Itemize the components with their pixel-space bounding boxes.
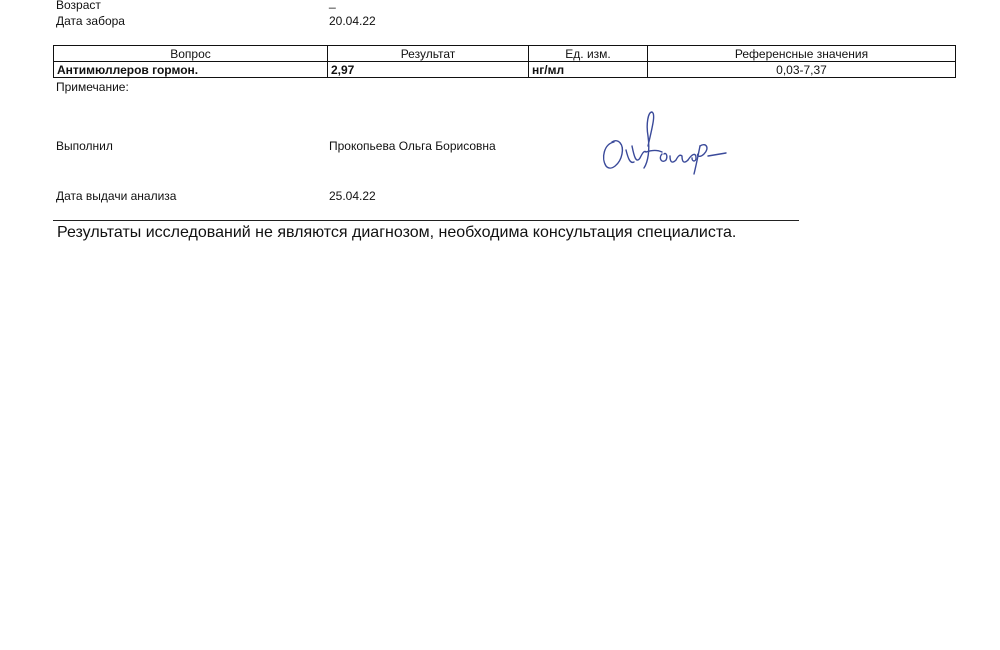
results-header-row <box>54 46 956 62</box>
header-result: Результат <box>328 46 529 62</box>
cell-question: Антимюллеров гормон. <box>54 62 328 78</box>
header-question: Вопрос <box>54 46 328 62</box>
note-label: Примечание: <box>56 80 129 94</box>
performer-name: Прокопьева Ольга Борисовна <box>329 139 496 153</box>
header-unit: Ед. изм. <box>529 46 648 62</box>
disclaimer-text: Результаты исследований не являются диагнозом, необходима консультация специалиста. <box>57 224 737 241</box>
table-row <box>54 62 956 78</box>
collection-date-label: Дата забора <box>56 14 125 28</box>
age-label: Возраст <box>56 0 101 12</box>
issue-date-value: 25.04.22 <box>329 189 376 203</box>
performer-label: Выполнил <box>56 139 113 153</box>
cell-result: 2,97 <box>328 62 529 78</box>
cell-reference: 0,03-7,37 <box>648 62 956 78</box>
cell-unit: нг/мл <box>529 62 648 78</box>
header-reference: Референсные значения <box>648 46 956 62</box>
results-table <box>53 45 956 78</box>
divider-line <box>53 220 799 221</box>
signature-image <box>596 106 736 182</box>
collection-date-value: 20.04.22 <box>329 14 376 28</box>
issue-date-label: Дата выдачи анализа <box>56 189 177 203</box>
age-value: _ <box>329 0 336 9</box>
